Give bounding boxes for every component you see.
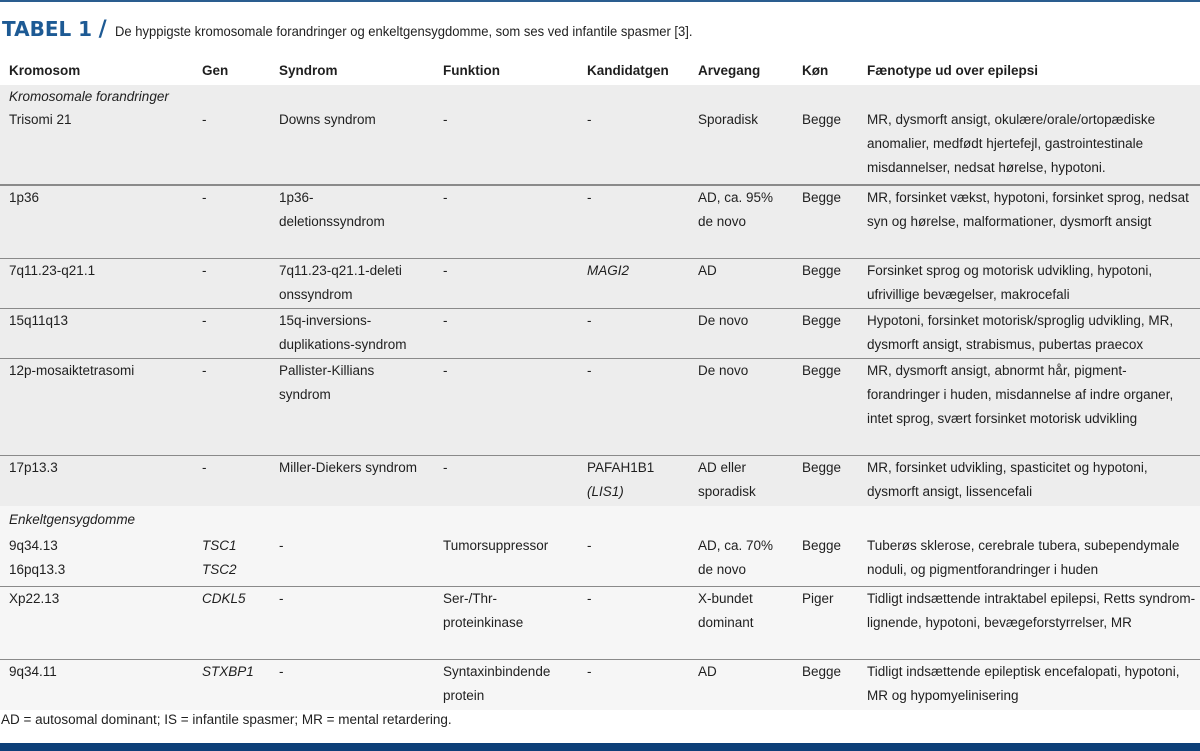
header-kromosom: Kromosom xyxy=(9,63,81,78)
cell-faenotype: Hypotoni, forsinket motorisk/sproglig udvikling, MR, dysmorft ansigt, strabismus, pubertas praecox xyxy=(858,309,1200,359)
cell-gen: - xyxy=(193,259,270,309)
cell-kandidatgen: - xyxy=(578,108,689,185)
table-row xyxy=(0,309,1200,359)
top-rule xyxy=(0,0,1200,2)
cell-syndrom: 15q-inversions-duplikations-syndrom xyxy=(270,309,434,359)
cell-kandidatgen: - xyxy=(578,359,689,456)
cell-funktion: - xyxy=(434,359,578,456)
section-label-chromosomal: Kromosomale forandringer xyxy=(0,85,1200,108)
cell-syndrom: 1p36-deletionssyndrom xyxy=(270,185,434,259)
cell-gen: - xyxy=(193,309,270,359)
gen-secondary: TSC2 xyxy=(202,562,237,577)
header-arvegang: Arvegang xyxy=(698,63,761,78)
gen-primary: TSC1 xyxy=(202,538,237,553)
cell-faenotype: MR, forsinket udvikling, spasticitet og hypotoni, dysmorft ansigt, lissencefali xyxy=(858,456,1200,507)
cell-kandidatgen: - xyxy=(578,534,689,587)
cell-gen: STXBP1 xyxy=(193,660,270,711)
cell-koen: Piger xyxy=(793,587,858,660)
header-funktion: Funktion xyxy=(443,63,500,78)
cell-arvegang: AD, ca. 95% de novo xyxy=(689,185,793,259)
cell-kandidatgen: MAGI2 xyxy=(578,259,689,309)
section-row-chromosomal xyxy=(0,85,1200,108)
header-koen: Køn xyxy=(802,63,829,78)
cell-arvegang: AD xyxy=(689,259,793,309)
cell-kromosom: Trisomi 21 xyxy=(0,108,193,185)
cell-syndrom: 7q11.23-q21.1-deletionssyndrom xyxy=(270,259,434,309)
cell-kromosom: 1p36 xyxy=(0,185,193,259)
cell-syndrom: Downs syndrom xyxy=(270,108,434,185)
table-row xyxy=(0,587,1200,660)
cell-arvegang: De novo xyxy=(689,309,793,359)
cell-funktion: - xyxy=(434,309,578,359)
cell-gen: - xyxy=(193,456,270,507)
cell-gen: - xyxy=(193,108,270,185)
cell-koen: Begge xyxy=(793,309,858,359)
cell-faenotype: Tuberøs sklerose, cerebrale tubera, subependymale noduli, og pigmentforandringer i huden xyxy=(858,534,1200,587)
cell-arvegang: De novo xyxy=(689,359,793,456)
table-row xyxy=(0,359,1200,456)
cell-kromosom: 9q34.11 xyxy=(0,660,193,711)
cell-koen: Begge xyxy=(793,259,858,309)
cell-kromosom: 7q11.23-q21.1 xyxy=(0,259,193,309)
table-caption: De hyppigste kromosomale forandringer og enkeltgensygdomme, som ses ved infantile spasmer [3]. xyxy=(115,23,693,39)
cell-gen: - xyxy=(193,185,270,259)
table-row xyxy=(0,456,1200,507)
cell-koen: Begge xyxy=(793,185,858,259)
cell-koen: Begge xyxy=(793,359,858,456)
section-row-single-gene xyxy=(0,506,1200,534)
cell-kandidatgen: - xyxy=(578,660,689,711)
cell-arvegang: Sporadisk xyxy=(689,108,793,185)
cell-arvegang: AD, ca. 70% de novo xyxy=(689,534,793,587)
cell-arvegang: AD eller sporadisk xyxy=(689,456,793,507)
table-title xyxy=(2,17,736,43)
table-row xyxy=(0,185,1200,259)
title-slash: / xyxy=(98,17,107,42)
kandidatgen-alias: (LIS1) xyxy=(587,484,624,499)
cell-gen: - xyxy=(193,359,270,456)
header-syndrom: Syndrom xyxy=(279,63,338,78)
cell-kandidatgen: - xyxy=(578,185,689,259)
cell-gen xyxy=(193,534,270,587)
cell-faenotype: Forsinket sprog og motorisk udvikling, hypotoni, ufrivillige bevægelser, makrocefali xyxy=(858,259,1200,309)
header-kandidatgen: Kandidatgen xyxy=(587,63,669,78)
cell-faenotype: MR, dysmorft ansigt, abnormt hår, pigment-forandringer i huden, misdannelse af indre organer, intet sprog, svært forsinket motorisk udvikling xyxy=(858,359,1200,456)
cell-syndrom: - xyxy=(270,534,434,587)
cell-kromosom xyxy=(0,534,193,587)
cell-funktion: Tumorsuppressor xyxy=(434,534,578,587)
cell-kromosom: Xp22.13 xyxy=(0,587,193,660)
cell-kandidatgen xyxy=(578,456,689,507)
cell-kandidatgen: - xyxy=(578,309,689,359)
cell-arvegang: X-bundet dominant xyxy=(689,587,793,660)
cell-koen: Begge xyxy=(793,660,858,711)
kromosom-secondary: 16pq13.3 xyxy=(9,562,66,577)
cell-kandidatgen: - xyxy=(578,587,689,660)
cell-kromosom: 15q11q13 xyxy=(0,309,193,359)
table-footnote: AD = autosomal dominant; IS = infantile spasmer; MR = mental retardering. xyxy=(1,712,452,727)
header-gen: Gen xyxy=(202,63,229,78)
cell-koen: Begge xyxy=(793,108,858,185)
cell-funktion: Syntaxinbindende protein xyxy=(434,660,578,711)
cell-faenotype: MR, dysmorft ansigt, okulære/orale/ortopædiske anomalier, medfødt hjertefejl, gastrointestinale misdannelser, nedsat hørelse, hypotoni. xyxy=(858,108,1200,185)
cell-kromosom: 12p-mosaiktetrasomi xyxy=(0,359,193,456)
section-label-single-gene: Enkeltgensygdomme xyxy=(0,506,1200,534)
cell-faenotype: Tidligt indsættende intraktabel epilepsi, Retts syndrom-lignende, hypotoni, bevægeforstyrrelser, MR xyxy=(858,587,1200,660)
cell-funktion: - xyxy=(434,456,578,507)
cell-faenotype: Tidligt indsættende epileptisk encefalopati, hypotoni, MR og hypomyelinisering xyxy=(858,660,1200,711)
cell-funktion: Ser-/Thr-proteinkinase xyxy=(434,587,578,660)
table-row xyxy=(0,660,1200,711)
cell-funktion: - xyxy=(434,259,578,309)
table-row xyxy=(0,259,1200,309)
cell-faenotype: MR, forsinket vækst, hypotoni, forsinket sprog, nedsat syn og hørelse, malformationer, dysmorft ansigt xyxy=(858,185,1200,259)
cell-syndrom: Miller-Diekers syndrom xyxy=(270,456,434,507)
cell-funktion: - xyxy=(434,108,578,185)
cell-syndrom: Pallister-Killians syndrom xyxy=(270,359,434,456)
table-number: TABEL 1 xyxy=(2,17,93,41)
bottom-bar xyxy=(0,743,1200,751)
table-row xyxy=(0,534,1200,587)
cell-syndrom: - xyxy=(270,587,434,660)
kromosom-primary: 9q34.13 xyxy=(9,538,58,553)
header-row xyxy=(0,58,1200,85)
cell-kromosom: 17p13.3 xyxy=(0,456,193,507)
cell-syndrom: - xyxy=(270,660,434,711)
cell-koen: Begge xyxy=(793,534,858,587)
genetics-table xyxy=(0,58,1200,710)
cell-funktion: - xyxy=(434,185,578,259)
header-faenotype: Fænotype ud over epilepsi xyxy=(867,63,1039,78)
cell-gen: CDKL5 xyxy=(193,587,270,660)
cell-koen: Begge xyxy=(793,456,858,507)
cell-arvegang: AD xyxy=(689,660,793,711)
kandidatgen-primary: PAFAH1B1 xyxy=(587,460,655,475)
table-row xyxy=(0,108,1200,185)
